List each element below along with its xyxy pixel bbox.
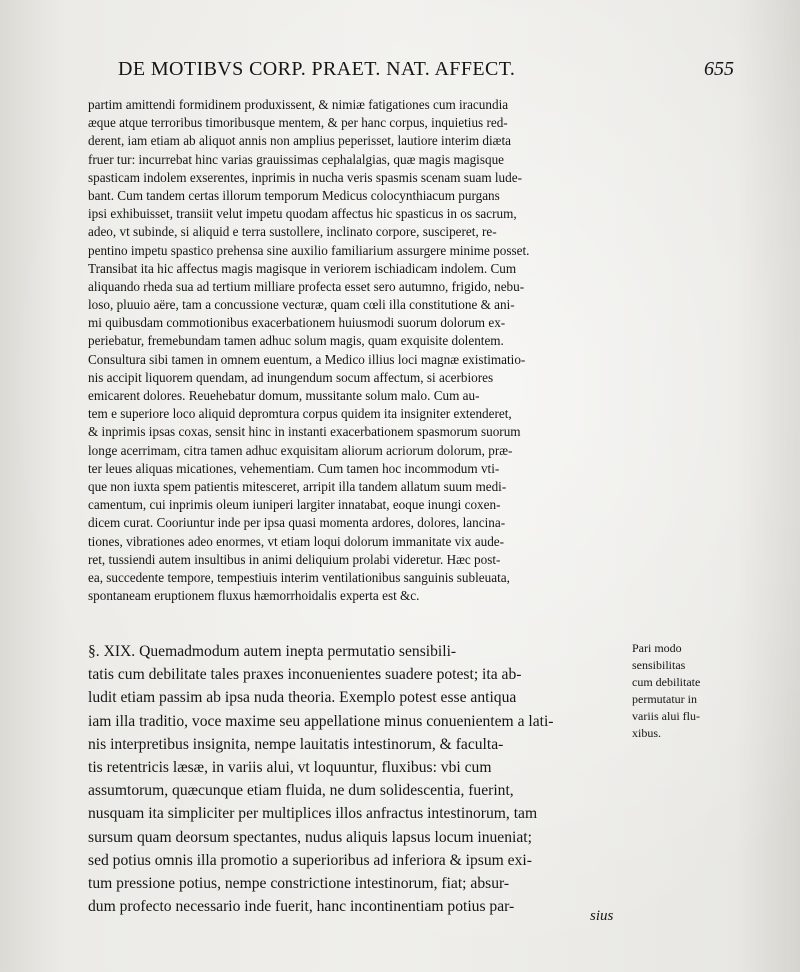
text-line: periebatur, fremebundam tamen adhuc solum magis, quam exquisite dolentem. <box>88 333 504 349</box>
marginal-note-line: variis alui flu- <box>632 709 700 723</box>
section-line: tum pressione potius, nempe constrictione intestinorum, fiat; absur- <box>88 874 510 892</box>
text-line: bant. Cum tandem certas illorum temporum Medicus colocynthiacum purgans <box>88 187 500 203</box>
marginal-note-line: Pari modo <box>632 641 682 655</box>
text-line: & inprimis ipsas coxas, sensit hinc in instanti exacerbationem spasmorum suorum <box>88 424 521 440</box>
marginal-note-line: cum debilitate <box>632 675 701 689</box>
text-line: spontaneam eruptionem fluxus hæmorrhoidalis experta est &c. <box>88 588 420 604</box>
text-line: nis accipit liquorem quendam, ad inungendum socum affectum, si acerbiores <box>88 369 494 385</box>
section-line: ludit etiam passim ab ipsa nuda theoria. Exemplo potest esse antiqua <box>88 689 517 707</box>
section-line: sursum quam deorsum spectantes, nudus aliquis lapsus locum inueniat; <box>88 828 532 846</box>
text-line: loso, pluuio aëre, tam a concussione vecturæ, quam cœli illa constitutione & ani- <box>88 297 515 313</box>
section-line: sed potius omnis illa promotio a superioribus ad inferiora & ipsum exi- <box>88 851 532 869</box>
section-line: dum profecto necessario inde fuerit, hanc incontinentiam potius par- <box>88 898 515 916</box>
section-line: nis interpretibus insignita, nempe lauitatis intestinorum, & faculta- <box>88 735 504 753</box>
text-line: adeo, vt subinde, si aliquid e terra sustollere, inclinato corpore, susciperet, re- <box>88 224 497 240</box>
body-paragraph <box>88 96 626 605</box>
catchword: sius <box>590 908 614 924</box>
text-line: camentum, cui inprimis oleum iuniperi largiter innatabat, eoque inungi coxen- <box>88 497 501 513</box>
marginal-note-line: permutatur in <box>632 692 697 706</box>
text-line: ipsi exhibuisset, transiit velut impetu quodam affectus hic spasticus in os sacrum, <box>88 206 517 222</box>
text-line: dicem curat. Cooriuntur inde per ipsa quasi momenta ardores, dolores, lancina- <box>88 515 506 531</box>
marginal-note <box>632 640 752 742</box>
section-line: assumtorum, quæcunque etiam fluida, ne dum solidescentia, fuerint, <box>88 782 514 800</box>
text-line: partim amittendi formidinem produxissent, & nimiæ fatigationes cum iracundia <box>88 97 509 112</box>
section-line: iam illa traditio, voce maxime seu appellatione minus conuenientem a lati- <box>88 712 554 730</box>
text-line: ter leues aliquas micationes, vehementiam. Cum tamen hoc incommodum vti- <box>88 460 500 476</box>
running-head: DE MOTIBVS CORP. PRAET. NAT. AFFECT. <box>118 58 516 80</box>
text-line: emicarent dolores. Reuehebatur domum, mussitante solum malo. Cum au- <box>88 388 480 403</box>
section-xix-paragraph <box>88 640 626 918</box>
section-line: §. XIX. Quemadmodum autem inepta permutatio sensibili- <box>88 643 457 660</box>
text-line: ea, succedente tempore, tempestiuis interim ventilationibus sanguinis subleuata, <box>88 569 510 585</box>
text-line: tiones, vibrationes adeo enormes, vt etiam loqui dolorum immanitate vix aude- <box>88 533 505 549</box>
text-line: tem e superiore loco aliquid depromtura corpus quidem ita insigniter extenderet, <box>88 406 512 422</box>
text-line: que non iuxta spem patientis mitesceret, arripit illa tandem allatum suum medi- <box>88 478 507 494</box>
text-line: fruer tur: incurrebat hinc varias grauissimas cephalalgias, quæ magis magisque <box>88 151 505 167</box>
marginal-note-line: xibus. <box>632 726 662 740</box>
text-line: Transibat ita hic affectus magis magisque in veriorem ischiadicam indolem. Cum <box>88 260 517 276</box>
page-number: 655 <box>704 58 734 80</box>
section-line: tis retentricis læsæ, in variis alui, vt loquuntur, fluxibus: vbi cum <box>88 758 492 776</box>
text-line: aliquando rheda sua ad tertium milliare profecta esset sero autumno, frigido, nebu- <box>88 278 525 294</box>
section-line: tatis cum debilitate tales praxes inconuenientes suadere potest; ita ab- <box>88 666 522 684</box>
text-line: derent, iam etiam ab aliquot annis non amplius peperisset, lautiore interim diæta <box>88 133 511 149</box>
text-line: spasticam indolem exserentes, inprimis in nucha veris spasmis scenam suam lude- <box>88 169 522 185</box>
text-line: pentino impetu spastico prehensa sine auxilio familiarium assurgere minime posset. <box>88 242 530 258</box>
text-line: mi quibusdam commotionibus exacerbationem huiusmodi suorum dolorum ex- <box>88 315 506 331</box>
text-line: ret, tussiendi autem insultibus in animi deliquium prolabi videretur. Hæc post- <box>88 551 501 567</box>
section-line: nusquam ita simpliciter per multiplices illos anfractus intestinorum, tam <box>88 805 538 823</box>
text-line: longe acerrimam, citra tamen adhuc exquisitam aliorum acriorum dolorum, præ- <box>88 442 513 458</box>
text-line: æque atque terroribus timoribusque mentem, & per hanc corpus, inquietius red- <box>88 115 508 131</box>
marginal-note-line: sensibilitas <box>632 658 686 672</box>
text-line: Consultura sibi tamen in omnem euentum, a Medico illius loci magnæ existimatio- <box>88 351 526 367</box>
